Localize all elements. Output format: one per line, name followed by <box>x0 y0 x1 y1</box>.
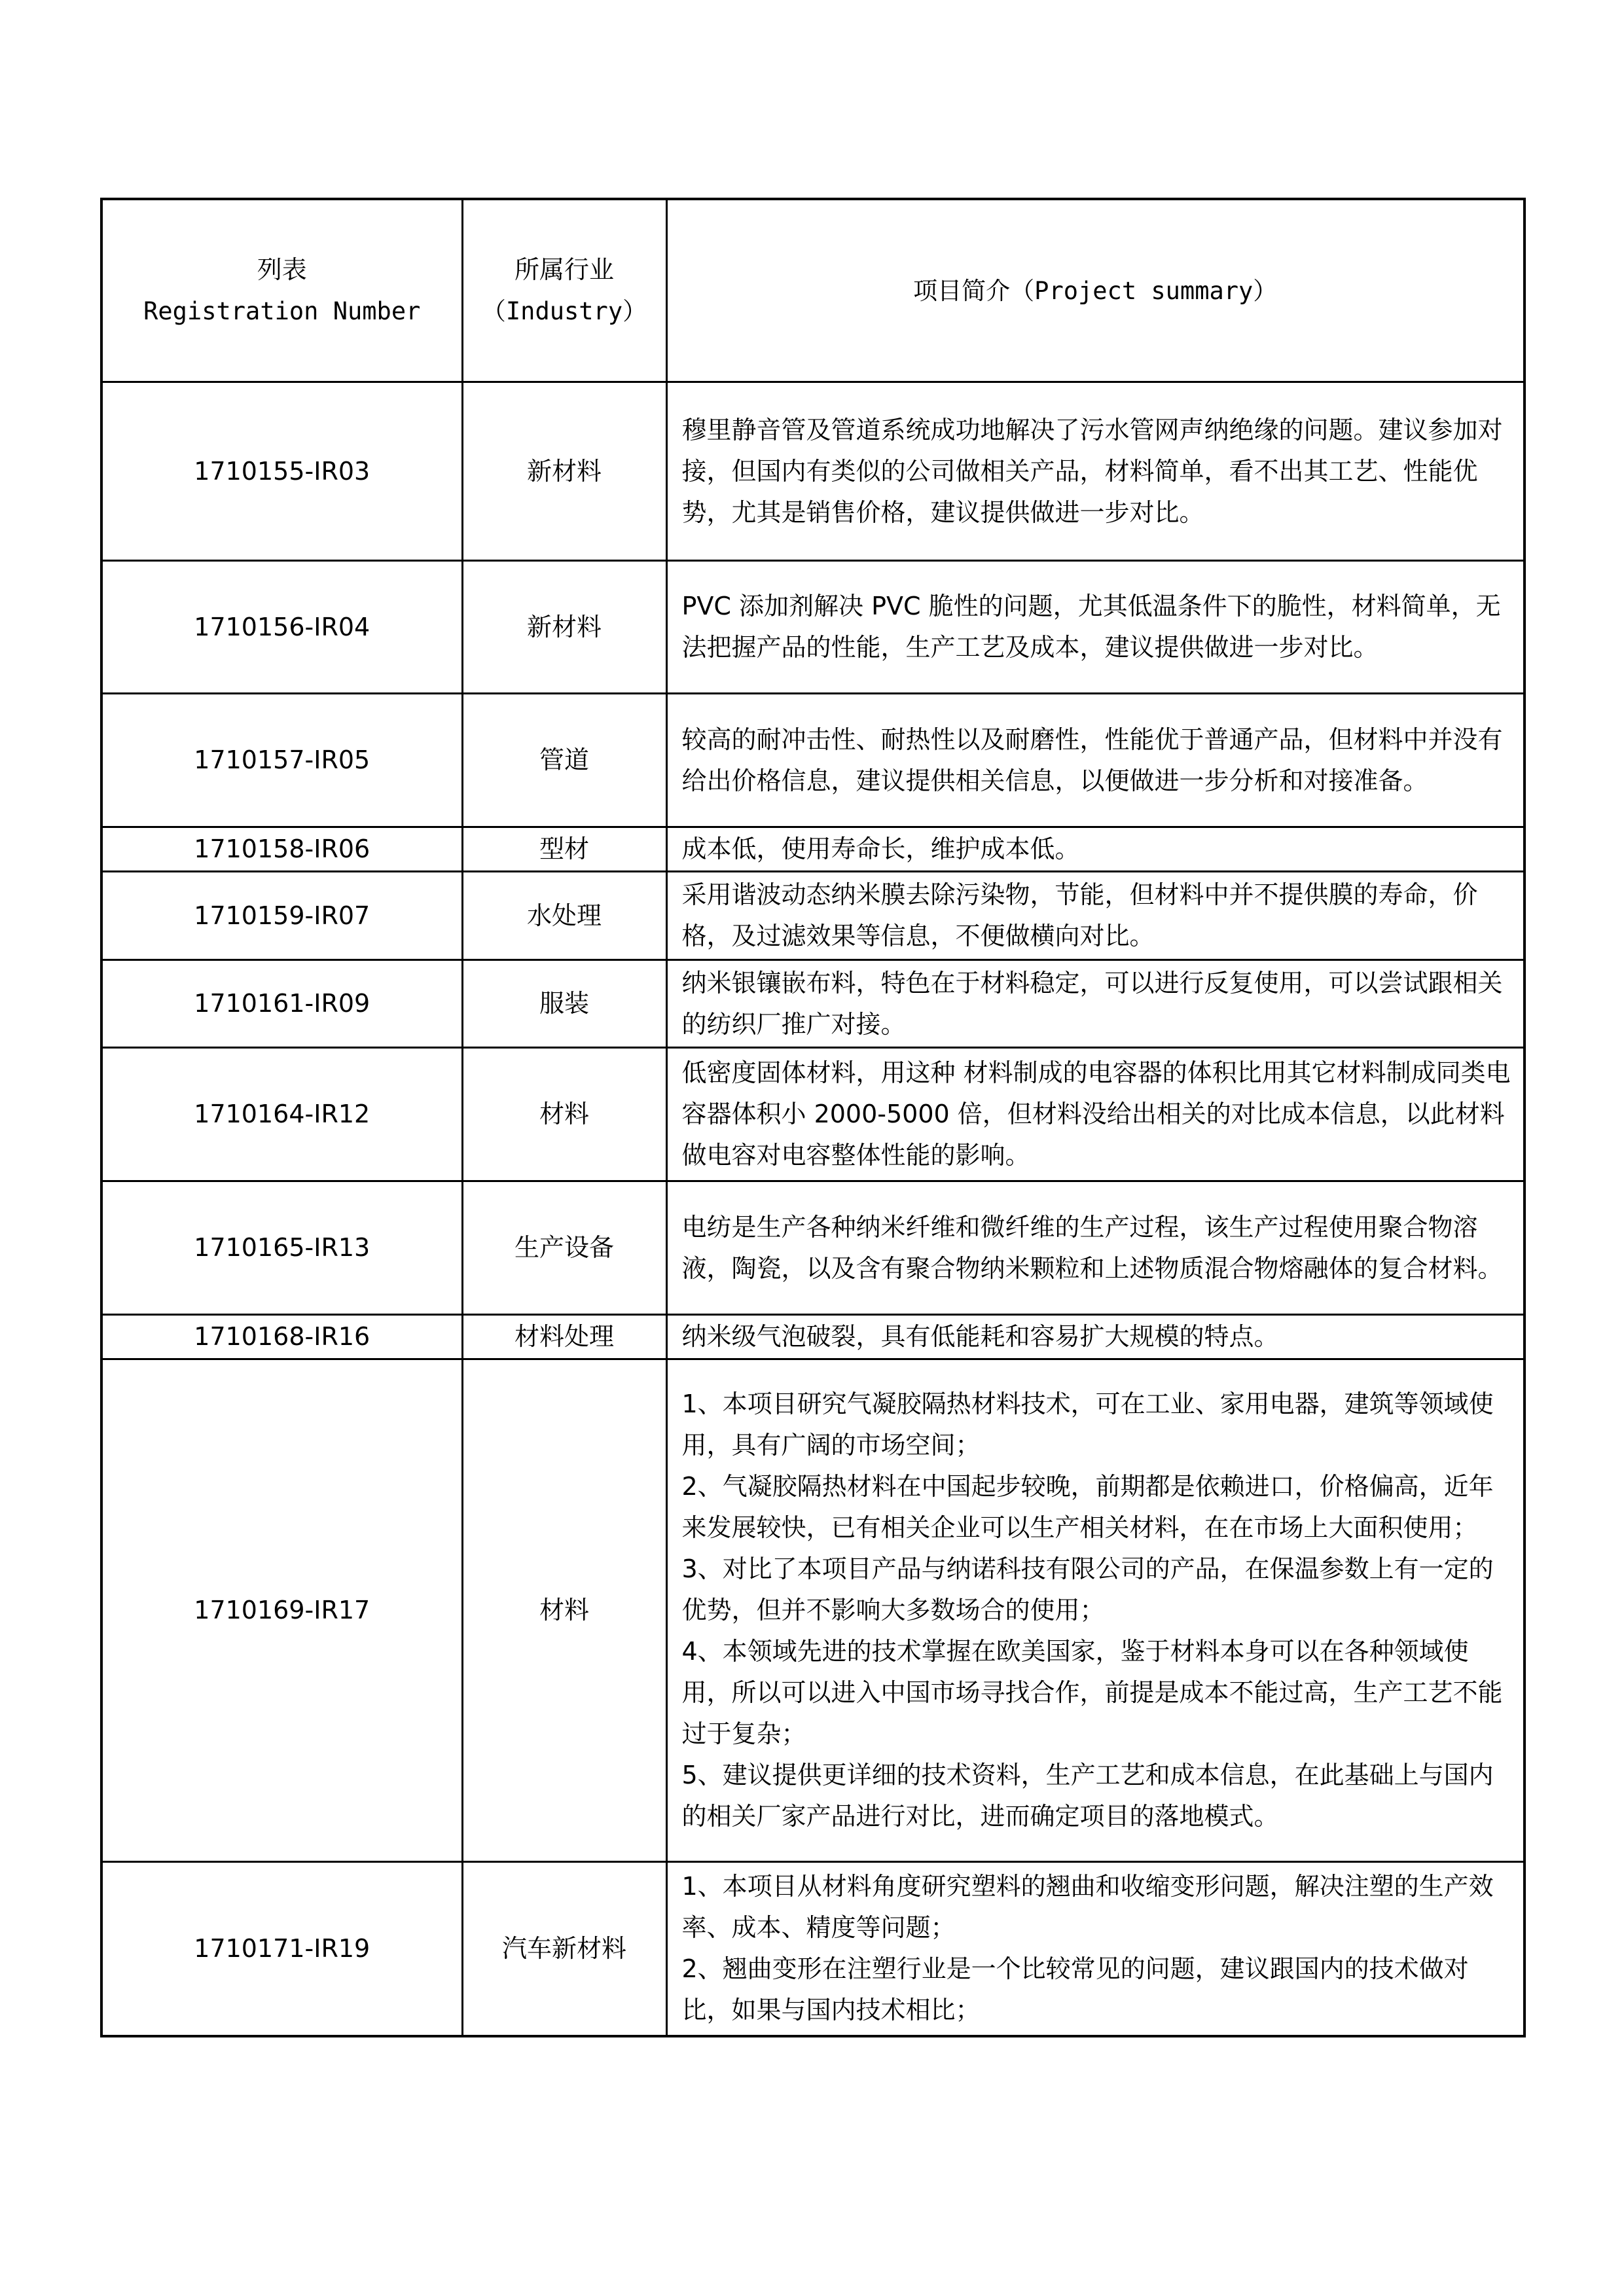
project-summary-cell <box>666 1048 1525 1181</box>
table-row <box>101 1862 1525 2036</box>
registration-number-cell: 1710169-IR17 <box>101 1359 462 1862</box>
registration-number-cell: 1710168-IR16 <box>101 1315 462 1359</box>
registration-number-cell: 1710158-IR06 <box>101 827 462 872</box>
header-project-summary <box>666 199 1525 382</box>
summary-paragraph: 4、本领域先进的技术掌握在欧美国家，鉴于材料本身可以在各种领域使用，所以可以进入中国市场寻找合作，前提是成本不能过高，生产工艺不能过于复杂； <box>681 1637 1503 1748</box>
industry-cell: 新材料 <box>462 561 666 694</box>
project-summary-cell <box>666 694 1525 827</box>
summary-paragraph: 3、对比了本项目产品与纳诺科技有限公司的产品，在保温参数上有一定的优势，但并不影响大多数场合的使用； <box>681 1554 1494 1624</box>
project-summary-cell <box>666 960 1525 1048</box>
industry-cell: 型材 <box>462 827 666 872</box>
industry-cell: 材料 <box>462 1359 666 1862</box>
table-row <box>101 1315 1525 1359</box>
table-row <box>101 694 1525 827</box>
header-industry-cn: 所属行业 <box>514 255 614 284</box>
summary-paragraph: 1、本项目研究气凝胶隔热材料技术，可在工业、家用电器，建筑等领域使用，具有广阔的市场空间； <box>681 1390 1494 1460</box>
summary-paragraph: 穆里静音管及管道系统成功地解决了污水管网声纳绝缘的问题。建议参加对接，但国内有类似的公司做相关产品，材料简单，看不出其工艺、性能优势，尤其是销售价格，建议提供做进一步对比。 <box>681 415 1503 527</box>
table-row <box>101 382 1525 561</box>
summary-paragraph: 2、翘曲变形在注塑行业是一个比较常见的问题，建议跟国内的技术做对比，如果与国内技术相比； <box>681 1954 1469 2025</box>
project-summary-cell <box>666 561 1525 694</box>
summary-paragraph: 5、建议提供更详细的技术资料，生产工艺和成本信息，在此基础上与国内的相关厂家产品进行对比，进而确定项目的落地模式。 <box>681 1761 1494 1831</box>
header-row <box>101 199 1525 382</box>
industry-cell: 新材料 <box>462 382 666 561</box>
summary-paragraph: 采用谐波动态纳米膜去除污染物，节能，但材料中并不提供膜的寿命，价格，及过滤效果等信息，不便做横向对比。 <box>681 880 1478 950</box>
project-summary-cell <box>666 1315 1525 1359</box>
header-project-summary-label: 项目简介（Project summary） <box>913 276 1278 305</box>
project-summary-cell <box>666 827 1525 872</box>
project-summary-cell <box>666 1181 1525 1315</box>
header-industry <box>462 199 666 382</box>
summary-paragraph: 电纺是生产各种纳米纤维和微纤维的生产过程，该生产过程使用聚合物溶液，陶瓷，以及含有聚合物纳米颗粒和上述物质混合物熔融体的复合材料。 <box>681 1212 1503 1283</box>
summary-paragraph: 1、本项目从材料角度研究塑料的翘曲和收缩变形问题，解决注塑的生产效率、成本、精度等问题； <box>681 1872 1494 1943</box>
registration-number-cell: 1710171-IR19 <box>101 1862 462 2036</box>
industry-cell: 汽车新材料 <box>462 1862 666 2036</box>
header-registration-en: Registration Number <box>143 297 421 325</box>
industry-cell: 管道 <box>462 694 666 827</box>
summary-paragraph: 纳米银镶嵌布料，特色在于材料稳定，可以进行反复使用，可以尝试跟相关的纺织厂推广对接。 <box>681 968 1503 1039</box>
project-summary-cell <box>666 382 1525 561</box>
registration-number-cell: 1710159-IR07 <box>101 872 462 960</box>
project-table <box>100 198 1526 2037</box>
table-row <box>101 1181 1525 1315</box>
header-registration-number <box>101 199 462 382</box>
summary-paragraph: 较高的耐冲击性、耐热性以及耐磨性，性能优于普通产品，但材料中并没有给出价格信息，建议提供相关信息，以便做进一步分析和对接准备。 <box>681 725 1503 795</box>
table-row <box>101 960 1525 1048</box>
summary-paragraph: 纳米级气泡破裂，具有低能耗和容易扩大规模的特点。 <box>681 1322 1279 1351</box>
registration-number-cell: 1710155-IR03 <box>101 382 462 561</box>
registration-number-cell: 1710156-IR04 <box>101 561 462 694</box>
project-summary-cell <box>666 1862 1525 2036</box>
industry-cell: 材料处理 <box>462 1315 666 1359</box>
industry-cell: 服装 <box>462 960 666 1048</box>
summary-paragraph: 成本低，使用寿命长，维护成本低。 <box>681 834 1080 863</box>
summary-paragraph: 低密度固体材料，用这种 材料制成的电容器的体积比用其它材料制成同类电容器体积小 2000-5000 倍，但材料没给出相关的对比成本信息，以此材料做电容对电容整体性能的影响。 <box>681 1058 1511 1170</box>
table-row <box>101 1048 1525 1181</box>
industry-cell: 生产设备 <box>462 1181 666 1315</box>
table-row <box>101 1359 1525 1862</box>
table-row <box>101 827 1525 872</box>
registration-number-cell: 1710164-IR12 <box>101 1048 462 1181</box>
header-industry-en: （Industry） <box>481 297 647 325</box>
summary-paragraph: 2、气凝胶隔热材料在中国起步较晚，前期都是依赖进口，价格偏高，近年来发展较快，已有相关企业可以生产相关材料，在在市场上大面积使用； <box>681 1472 1494 1542</box>
registration-number-cell: 1710161-IR09 <box>101 960 462 1048</box>
table-row <box>101 872 1525 960</box>
registration-number-cell: 1710157-IR05 <box>101 694 462 827</box>
industry-cell: 水处理 <box>462 872 666 960</box>
header-registration-cn: 列表 <box>257 255 307 284</box>
summary-paragraph: PVC 添加剂解决 PVC 脆性的问题，尤其低温条件下的脆性，材料简单，无法把握产品的性能，生产工艺及成本，建议提供做进一步对比。 <box>681 592 1501 662</box>
project-summary-cell <box>666 1359 1525 1862</box>
registration-number-cell: 1710165-IR13 <box>101 1181 462 1315</box>
project-summary-cell <box>666 872 1525 960</box>
table-row <box>101 561 1525 694</box>
industry-cell: 材料 <box>462 1048 666 1181</box>
